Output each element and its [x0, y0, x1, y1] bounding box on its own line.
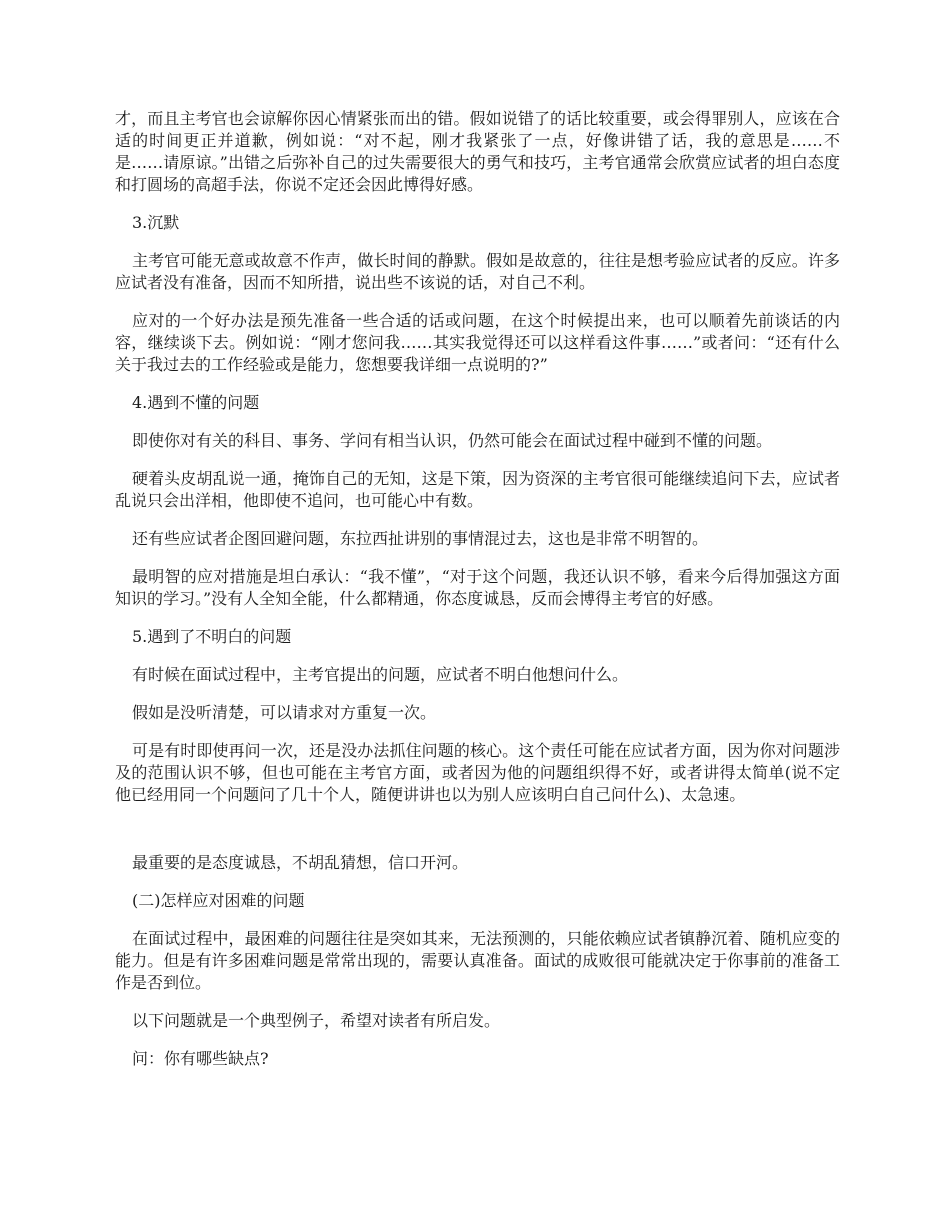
- paragraph-silence-intro: 主考官可能无意或故意不作声，做长时间的静默。假如是故意的，往往是想考验应试者的反应。许多应试者没有准备，因而不知所措，说出些不该说的话，对自己不利。: [115, 251, 840, 292]
- paragraph-silence-response: 应对的一个好办法是预先准备一些合适的话或问题，在这个时候提出来，也可以顺着先前谈话的内容，继续谈下去。例如说：“刚才您问我……其实我觉得还可以这样看这件事……”或者问：“还有什么关于我过去的工作经验或是能力，您想要我详细一点说明的?”: [115, 311, 840, 374]
- paragraph-sincere: 最重要的是态度诚恳，不胡乱猜想，信口开河。: [132, 853, 469, 872]
- section-gap: [115, 822, 840, 852]
- document-page: [115, 108, 840, 1086]
- paragraph-unknown-best: 最明智的应对措施是坦白承认：“我不懂”，“对于这个问题，我还认识不够，看来今后得加强这方面知识的学习。”没有人全知全能，什么都精通，你态度诚恳，反而会博得主考官的好感。: [115, 567, 840, 608]
- paragraph-unclear-core: 可是有时即使再问一次，还是没办法抓住问题的核心。这个责任可能在应试者方面，因为你对问题涉及的范围认识不够，但也可能在主考官方面，或者因为他的问题组织得不好，或者讲得太简单(说不定他已经用同一个问题问了几十个人，随便讲讲也以为别人应该明白自己问什么)、太急速。: [115, 741, 840, 804]
- paragraph-continuation: 才，而且主考官也会谅解你因心情紧张而出的错。假如说错了的话比较重要，或会得罪别人，应该在合适的时间更正并道歉，例如说：“对不起，刚才我紧张了一点，好像讲错了话，我的意思是……不是……请原谅。”出错之后弥补自己的过失需要很大的勇气和技巧，主考官通常会欣赏应试者的坦白态度和打圆场的高超手法，你说不定还会因此博得好感。: [115, 109, 840, 194]
- paragraph-unknown-intro: 即使你对有关的科目、事务、学问有相当认识，仍然可能会在面试过程中碰到不懂的问题。: [132, 431, 773, 450]
- paragraph-question: 问：你有哪些缺点?: [132, 1049, 269, 1068]
- paragraph-unclear-intro: 有时候在面试过程中，主考官提出的问题，应试者不明白他想问什么。: [132, 665, 629, 684]
- heading-unclear-question: 5.遇到了不明白的问题: [132, 627, 292, 646]
- paragraph-example-intro: 以下问题就是一个典型例子，希望对读者有所启发。: [132, 1011, 501, 1030]
- heading-unknown-question: 4.遇到不懂的问题: [132, 393, 260, 412]
- paragraph-difficult-intro: 在面试过程中，最困难的问题往往是突如其来，无法预测的，只能依赖应试者镇静沉着、随机应变的能力。但是有许多困难问题是常常出现的，需要认真准备。面试的成败很可能就决定于你事前的准备工作是否到位。: [115, 929, 840, 992]
- heading-difficult-questions: (二)怎样应对困难的问题: [132, 891, 305, 910]
- paragraph-unknown-bad: 硬着头皮胡乱说一通，掩饰自己的无知，这是下策，因为资深的主考官很可能继续追问下去，应试者乱说只会出洋相，他即使不追问，也可能心中有数。: [115, 469, 840, 510]
- heading-silence: 3.沉默: [132, 213, 180, 232]
- paragraph-unknown-avoid: 还有些应试者企图回避问题，东拉西扯讲别的事情混过去，这也是非常不明智的。: [132, 529, 709, 548]
- paragraph-unclear-repeat: 假如是没听清楚，可以请求对方重复一次。: [132, 703, 437, 722]
